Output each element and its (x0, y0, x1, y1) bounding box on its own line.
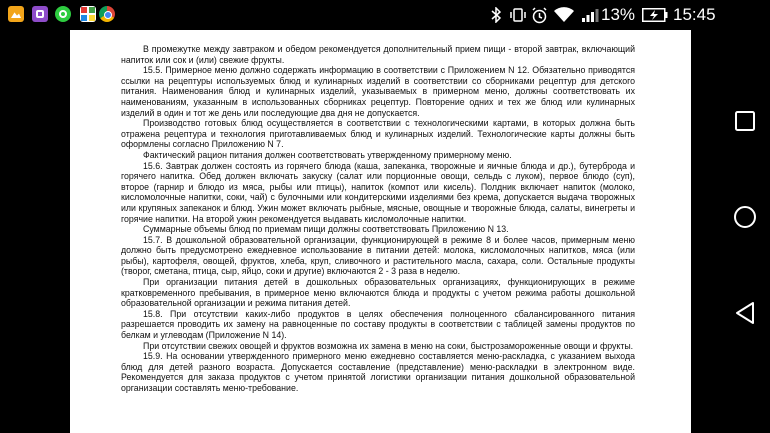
back-icon (734, 301, 756, 325)
clock: 15:45 (673, 5, 716, 24)
signal-icon (580, 0, 600, 30)
battery-charging-icon (641, 0, 669, 30)
document-page[interactable] (70, 30, 691, 433)
alarm-icon (530, 0, 548, 30)
paragraph: 15.9. На основании утвержденного примерного меню ежедневно составляется меню-раскладка, с указанием выхода блюд для детей разного возраста. Допускается составление (представление) меню-раскладки в электронном виде. Рекомендуется для заказа продуктов с учетом принятой логистики организации питания дошкольной образовательной организации составлять меню-требование. (121, 351, 635, 393)
paragraph: При организации питания детей в дошкольных образовательных организациях, функционирующих в режиме кратковременного пребывания, в примерное меню включаются блюда и продукты с учетом режима работы дошкольной образовательной организации и режима питания детей. (121, 277, 635, 309)
photo-editor-icon (32, 6, 48, 22)
whatsapp-icon (55, 6, 71, 22)
gallery-icon (8, 6, 24, 22)
paragraph: Суммарные объемы блюд по приемам пищи должны соответствовать Приложению N 13. (143, 224, 509, 235)
app-grid-icon (80, 6, 96, 22)
recents-icon (734, 110, 756, 132)
navigation-bar (720, 30, 770, 433)
paragraph: 15.5. Примерное меню должно содержать информацию в соответствии с Приложением N 12. Обязательно приводятся ссылки на рецептуры используемых блюд и кулинарных изделий в соответствии со сборниками рецептур для детского питания. Наименования блюд и кулинарных изделий, указываемых в примерном меню, должны соответствовать их наименованиям, указанным в использованных сборниках рецептур. Повторение одних и тех же блюд или кулинарных изделий в один и тот же день или последующие два дня не допускается. (121, 65, 635, 118)
back-button[interactable] (720, 283, 770, 343)
paragraph: 15.8. При отсутствии каких-либо продуктов в целях обеспечения полноценного сбалансированного питания разрешается проводить их замену на равноценные по составу продукты в соответствии с таблицей замены продуктов по белкам и углеводам (Приложение N 14). (121, 308, 635, 341)
battery-percent: 13% (601, 5, 636, 24)
vibrate-icon (508, 0, 528, 30)
status-bar (0, 0, 770, 30)
home-button[interactable] (720, 187, 770, 247)
paragraph: Фактический рацион питания должен соответствовать утвержденному примерному меню. (143, 149, 512, 160)
bluetooth-icon (488, 0, 504, 30)
paragraph: Производство готовых блюд осуществляется в соответствии с технологическими картами, в которых должна быть отражена рецептура и технология приготавливаемых блюд и кулинарных изделий. Технологические карты должны быть оформлены согласно Приложению N 7. (121, 118, 635, 150)
wifi-icon (553, 0, 575, 30)
document-body (121, 44, 635, 394)
paragraph: В промежутке между завтраком и обедом рекомендуется дополнительный прием пищи - второй завтрак, включающий напиток или сок и (или) свежие фрукты. (121, 44, 635, 65)
paragraph: При отсутствии свежих овощей и фруктов возможна их замена в меню на соки, быстрозамороженные овощи и фрукты. (143, 340, 634, 351)
paragraph: 15.7. В дошкольной образовательной организации, функционирующей в режиме 8 и более часов, примерным меню должно быть предусмотрено ежедневное использование в питании детей: молока, кисломолочных напитков, мяса (или рыбы), картофеля, овощей, фруктов, хлеба, круп, сливочного и растительного масла, сахара, соли. Остальные продукты (творог, сметана, птица, сыр, яйцо, соки и другие) включаются 2 - 3 раза в неделю. (121, 234, 635, 277)
recents-button[interactable] (720, 91, 770, 151)
paragraph: 15.6. Завтрак должен состоять из горячего блюда (каша, запеканка, творожные и яичные блюда и др.), бутерброда и горячего напитка. Обед должен включать закуску (салат или порционные овощи, сельдь с луком), первое блюдо (суп), второе (гарнир и блюдо из мяса, рыбы или птицы), напиток (компот или кисель). Полдник включает напиток (молоко, кисломолочные напитки, соки, чай) с булочными или кондитерскими изделиями без крема, допускается выдача творожных или крупяных запеканок и блюд. Ужин может включать рыбные, мясные, овощные и творожные блюда, салаты, винегреты и горячие напитки. На второй ужин рекомендуется выдавать кисломолочные напитки. (121, 160, 635, 224)
home-icon (733, 205, 757, 229)
chrome-icon (99, 6, 115, 22)
